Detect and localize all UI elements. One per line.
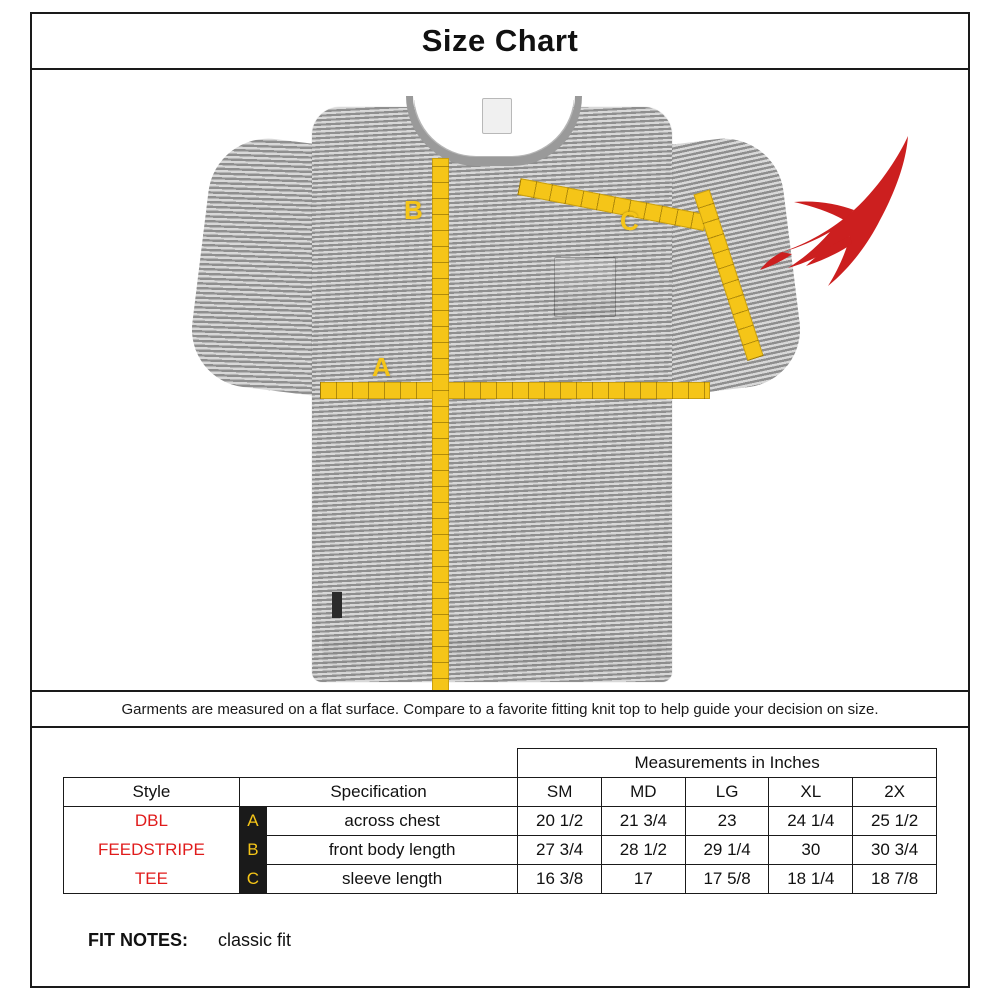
tape-front-body-length (432, 158, 449, 690)
swallow-bird-icon (758, 128, 928, 308)
tape-label-c: C (620, 206, 639, 236)
value-c-sm: 16 3/8 (518, 865, 602, 894)
hem-shadow (322, 638, 667, 678)
value-c-md: 17 (601, 865, 685, 894)
spacer-cell (267, 749, 518, 778)
style-line-3: TEE (64, 865, 240, 894)
row-letter-c: C (239, 865, 266, 894)
title-bar (32, 14, 968, 70)
value-b-sm: 27 3/4 (518, 836, 602, 865)
chest-pocket (554, 257, 616, 317)
value-a-md: 21 3/4 (601, 807, 685, 836)
size-header-2x: 2X (853, 778, 937, 807)
size-table (63, 748, 937, 894)
size-header-sm: SM (518, 778, 602, 807)
value-a-sm: 20 1/2 (518, 807, 602, 836)
tape-across-chest (320, 382, 710, 399)
table-row (64, 865, 937, 894)
value-b-lg: 29 1/4 (685, 836, 769, 865)
measurements-header: Measurements in Inches (518, 749, 937, 778)
table-row-measurements-header (64, 749, 937, 778)
fit-notes (88, 930, 291, 951)
row-letter-b: B (239, 836, 266, 865)
row-spec-b: front body length (267, 836, 518, 865)
table-row (64, 836, 937, 865)
row-letter-a: A (239, 807, 266, 836)
fit-notes-value: classic fit (218, 930, 292, 950)
value-c-lg: 17 5/8 (685, 865, 769, 894)
measurement-note: Garments are measured on a flat surface. Compare to a favorite fitting knit top to help guide your decision on size. (121, 700, 879, 718)
table-row-column-headers (64, 778, 937, 807)
value-c-xl: 18 1/4 (769, 865, 853, 894)
size-table-wrap (63, 748, 937, 894)
row-spec-a: across chest (267, 807, 518, 836)
spacer-cell (239, 749, 266, 778)
page-title: Size Chart (421, 23, 579, 58)
table-row (64, 807, 937, 836)
value-c-2x: 18 7/8 (853, 865, 937, 894)
style-header: Style (64, 778, 240, 807)
value-b-md: 28 1/2 (601, 836, 685, 865)
size-header-lg: LG (685, 778, 769, 807)
value-b-xl: 30 (769, 836, 853, 865)
value-a-xl: 24 1/4 (769, 807, 853, 836)
fit-notes-label: FIT NOTES: (88, 930, 188, 950)
tape-label-a: A (372, 352, 391, 382)
style-line-1: DBL (64, 807, 240, 836)
neck-tag (482, 98, 512, 134)
garment-illustration (32, 70, 968, 690)
spacer-cell (64, 749, 240, 778)
style-line-2: FEEDSTRIPE (64, 836, 240, 865)
side-hem-tab (332, 592, 342, 618)
value-b-2x: 30 3/4 (853, 836, 937, 865)
measurement-note-row (32, 690, 968, 728)
value-a-2x: 25 1/2 (853, 807, 937, 836)
row-spec-c: sleeve length (267, 865, 518, 894)
specification-header: Specification (239, 778, 517, 807)
size-header-xl: XL (769, 778, 853, 807)
size-header-md: MD (601, 778, 685, 807)
value-a-lg: 23 (685, 807, 769, 836)
tape-label-b: B (404, 195, 423, 225)
